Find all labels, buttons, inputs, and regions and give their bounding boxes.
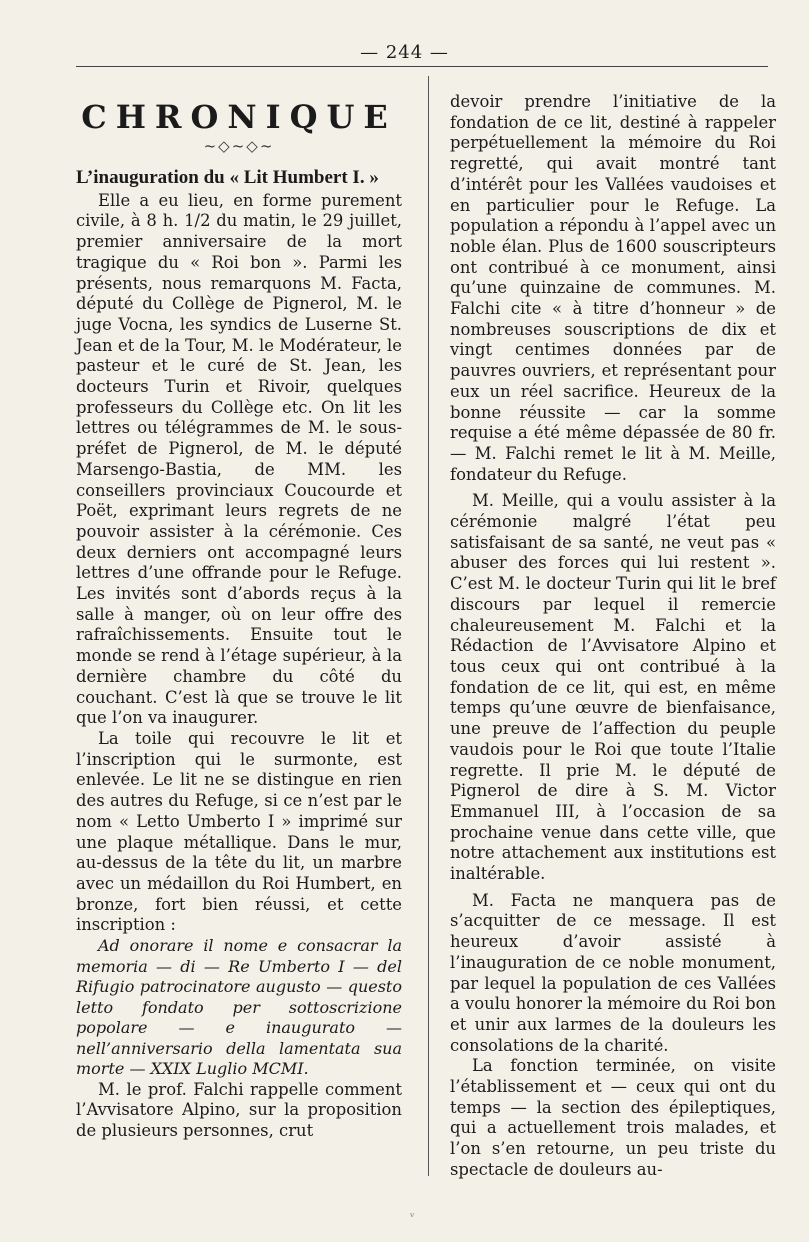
top-rule [76,66,768,67]
heading-ornament: ~◇~◇~ [203,137,275,155]
right-column [450,92,776,1181]
paragraph: Elle a eu lieu, en forme purement civile, à 8 h. 1/2 du matin, le 29 juillet, premier anniversaire de la mort tragique du « Roi bon ». Parmi les présents, nous remarquons M. Facta, député du Collège de Pignerol, M. le juge Vocna, les syndics de Luserne St. Jean et de la Tour, M. le Modérateur, le pasteur et le curé de St. Jean, les docteurs Turin et Rivoir, quelques professeurs du Collège etc. On lit les lettres ou télégrammes de M. le sous-préfet de Pignerol, de M. le député Marsengo-Bastia, de MM. les conseillers provinciaux Coucourde et Poët, exprimant leurs regrets de ne pouvoir assister à la cérémonie. Ces deux derniers ont accompagné leurs lettres d’une offrande pour le Refuge. Les invités sont d’abords reçus à la salle à manger, où on leur offre des rafraîchissements. Ensuite tout le monde se rend à l’étage supérieur, à la dernière chambre du côté du couchant. C’est là que se trouve le lit que l’on va inaugurer. [76,190,402,728]
inscription-quote: Ad onorare il nome e consacrar la memoria — di — Re Umberto I — del Rifugio patrocinatore augusto — questo letto fondato per sottoscrizione popolare — e inaugurato — nell’anniversario della lamentata sua morte — XXIX Luglio MCMI. [76,936,402,1079]
paragraph: M. Meille, qui a voulu assister à la cérémonie malgré l’état peu satisfaisant de sa santé, ne veut pas « abuser des forces qui lui restent ». C’est M. le docteur Turin qui lit le bref discours par lequel il remercie chaleureusement M. Falchi et la Rédaction de l’Avvisatore Alpino et tous ceux qui ont contribué à la fondation de ce lit, qui est, en même temps qu’une œuvre de bienfaisance, une preuve de l’affection du peuple vaudois pour le Roi que toute l’Italie regrette. Il prie M. le député de Pignerol de dire à S. M. Victor Emmanuel III, à l’occasion de sa prochaine venue dans cette ville, que notre attachement aux institutions est inaltérable. [450,491,776,884]
paragraph: La toile qui recouvre le lit et l’inscription qui le surmonte, est enlevée. Le lit ne se distingue en rien des autres du Refuge, si ce n’est par le nom « Letto Umberto I » imprimé sur une plaque métallique. Dans le mur, au-dessus de la tête du lit, un marbre avec un médaillon du Roi Humbert, en bronze, fort bien réussi, et cette inscription : [76,728,402,935]
footer-mark: ᵛ [410,1210,415,1224]
column-divider [428,76,429,1176]
paragraph: devoir prendre l’initiative de la fondation de ce lit, destiné à rappeler perpétuellement la mémoire du Roi regretté, qui avait montré tant d’intérêt pour les Vallées vaudoises et en particulier pour le Refuge. La population a répondu à l’appel avec un noble élan. Plus de 1600 souscripteurs ont contribué à ce monument, ainsi qu’une quinzaine de communes. M. Falchi cite « à titre d’honneur » de nombreuses souscriptions de dix et vingt centimes données par de pauvres ouvriers, et représentant pour eux un réel sacrifice. Heureux de la bonne réussite — car la somme requise a été même dépassée de 80 fr. — M. Falchi remet le lit à M. Meille, fondateur du Refuge. [450,92,776,484]
paragraph: M. le prof. Falchi rappelle comment l’Avvisatore Alpino, sur la proposition de plusieurs personnes, crut [76,1079,402,1140]
paragraph: M. Facta ne manquera pas de s’acquitter de ce message. Il est heureux d’avoir assisté à l’inauguration de ce noble monument, par lequel la population de ces Vallées a voulu honorer la mémoire du Roi bon et unir aux larmes de la douleurs les consolations de la charité. [450,890,776,1055]
paragraph: La fonction terminée, on visite l’établissement et — ceux qui ont du temps — la section des épileptiques, qui a actuellement trois malades, et l’on s’en retourne, un peu triste du spectacle de douleurs au- [450,1056,776,1179]
section-heading: CHRONIQUE [81,98,397,136]
article-title: L’inauguration du « Lit Humbert I. » [76,166,379,188]
page-number: — 244 — [360,42,449,63]
left-column [76,92,402,1142]
